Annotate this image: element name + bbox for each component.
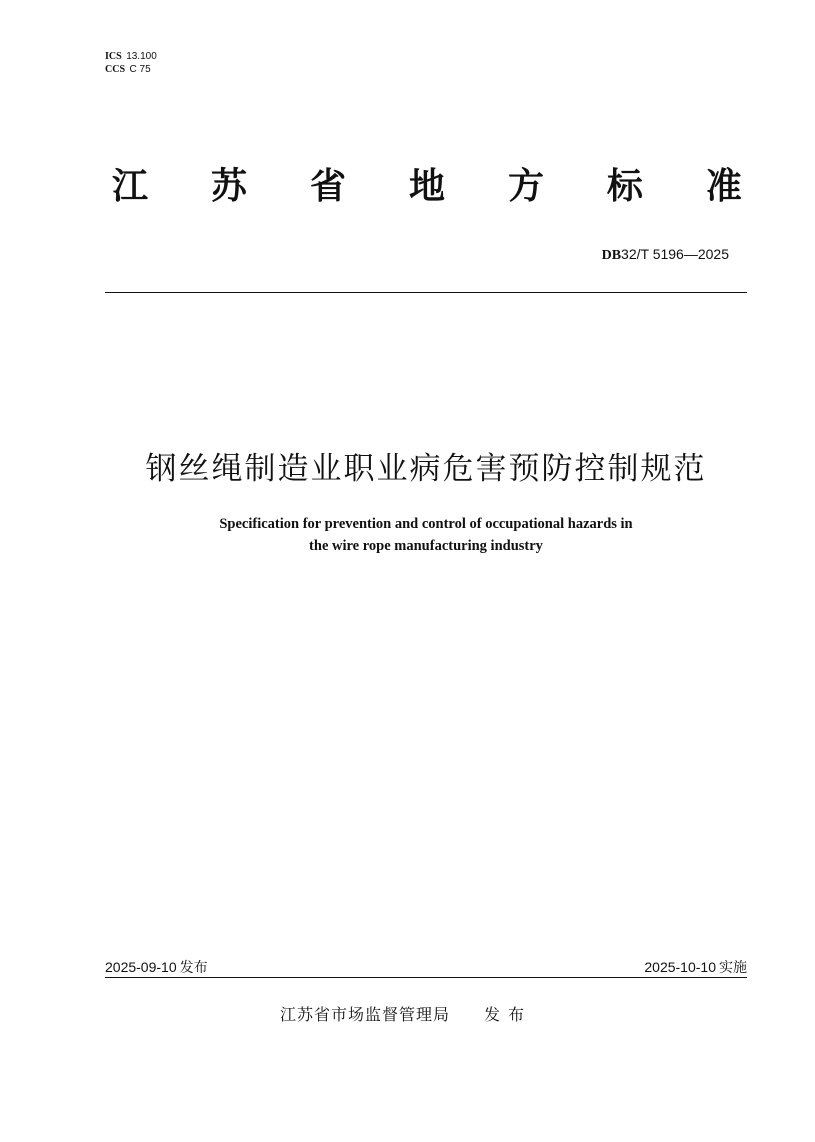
implement-date-label: 实施	[719, 960, 747, 976]
issuer-action: 发布	[484, 1005, 533, 1024]
category-char: 地	[408, 165, 445, 207]
document-title-chinese: 钢丝绳制造业职业病危害预防控制规范	[145, 451, 707, 487]
publish-date-label: 发布	[179, 960, 208, 976]
standard-number	[602, 246, 729, 264]
ccs-label: CCS	[105, 64, 126, 75]
standard-category-heading	[112, 158, 742, 209]
ics-label: ICS	[105, 51, 122, 62]
publish-date-value: 2025-09-10	[105, 959, 177, 975]
ics-code	[105, 50, 157, 63]
implement-date-value: 2025-10-10	[644, 959, 716, 975]
title-english-line-2: the wire rope manufacturing industry	[309, 538, 543, 554]
category-char: 江	[112, 165, 149, 207]
category-char: 准	[705, 165, 742, 207]
category-char: 省	[309, 165, 346, 207]
category-char: 方	[507, 165, 544, 207]
title-english-line-1: Specification for prevention and control of occupational hazards in	[219, 516, 633, 532]
category-char: 标	[606, 165, 643, 207]
ccs-value: C 75	[129, 64, 151, 75]
category-char: 苏	[210, 165, 247, 207]
issuer	[280, 1002, 532, 1025]
standard-number-code: 32/T 5196—2025	[621, 246, 729, 262]
document-title-english	[105, 513, 747, 557]
classification-codes	[105, 50, 157, 76]
ics-value: 13.100	[126, 51, 157, 62]
implement-date	[644, 957, 747, 977]
standard-number-prefix: DB	[601, 248, 622, 263]
ccs-code	[105, 63, 157, 76]
header-divider	[105, 292, 747, 293]
issuer-organization: 江苏省市场监督管理局	[280, 1005, 451, 1024]
footer-divider	[105, 977, 747, 978]
publish-date	[105, 957, 208, 977]
